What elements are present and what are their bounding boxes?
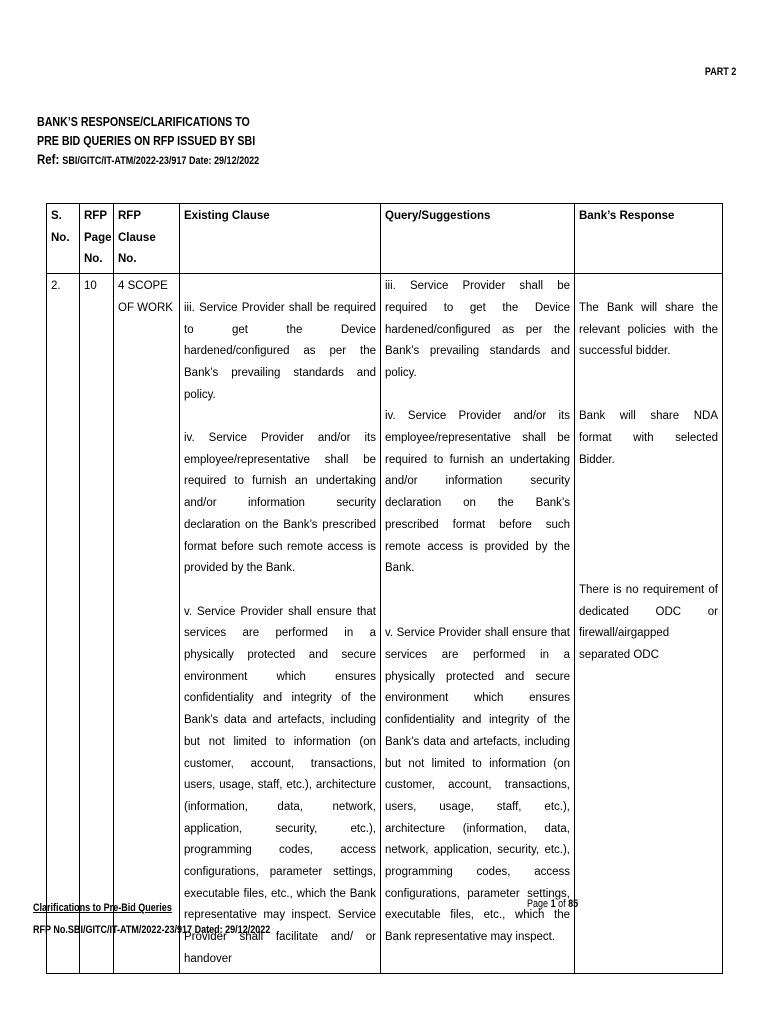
header-clause: RFP Clause No. — [114, 204, 180, 274]
query-item-iv: iv. Service Provider and/or its employee/representative shall be required to furnish an undertaking and/or information security declaration on the Bank’s prescribed format before such remote access is provided by the Bank. — [385, 410, 570, 575]
page-prefix: Page — [527, 898, 549, 910]
header-response: Bank’s Response — [575, 204, 723, 274]
response-item-3: There is no requirement of dedicated ODC or firewall/airgapped separated ODC — [579, 583, 718, 661]
footer-left — [33, 897, 322, 941]
cell-response — [575, 274, 723, 973]
cell-existing-clause — [180, 274, 381, 973]
page-current: 1 — [550, 898, 556, 910]
footer-title: Clarifications to Pre-Bid Queries — [33, 902, 172, 914]
reference-line — [37, 150, 259, 171]
queries-table — [46, 203, 723, 974]
table-row — [47, 274, 723, 973]
header-page: RFP Page No. — [80, 204, 114, 274]
heading-line-2: PRE BID QUERIES ON RFP ISSUED BY SBI — [37, 133, 256, 148]
query-item-v: v. Service Provider shall ensure that services are performed in a physically protected and secure environment which ensures confidentiality and integrity of the Bank’s data and artefacts, including but not limited to information (on customer, account, transactions, users, usage, staff, etc.), architecture (information, data, network, application, security, etc.), programming codes, access configurations, parameter settings, executable files, etc., which the Bank representative may inspect. — [385, 627, 570, 944]
reference-value: SBI/GITC/IT-ATM/2022-23/917 Date: 29/12/2022 — [62, 155, 260, 167]
table-header-row — [47, 204, 723, 274]
cell-clause: 4 SCOPE OF WORK — [114, 274, 180, 973]
heading-line-1: BANK’S RESPONSE/CLARIFICATIONS TO — [37, 114, 250, 129]
header-query: Query/Suggestions — [381, 204, 575, 274]
footer-rfp-line: RFP No.SBI/GITC/IT-ATM/2022-23/917 Dated: 29/12/2022 — [33, 924, 271, 936]
cell-page: 10 — [80, 274, 114, 973]
page-of: of — [558, 898, 566, 910]
page-total: 85 — [568, 898, 579, 910]
reference-label: Ref: — [37, 151, 60, 167]
existing-item-iv: iv. Service Provider and/or its employee/representative shall be required to furnish an undertaking and/or information security declaration on the Bank’s prescribed format before such remote access is provided by the Bank. — [184, 432, 376, 575]
header-existing-clause: Existing Clause — [180, 204, 381, 274]
response-item-2: Bank will share NDA format with selected Bidder. — [579, 410, 718, 466]
page-label: PART 2 — [704, 66, 736, 78]
header-sno: S. No. — [47, 204, 80, 274]
response-item-1: The Bank will share the relevant policies with the successful bidder. — [579, 301, 718, 358]
document-heading — [37, 112, 308, 171]
cell-query — [381, 274, 575, 973]
page-number — [527, 898, 578, 910]
existing-item-v: v. Service Provider shall ensure that services are performed in a physically protected and secure environment which ensures confidentiality and integrity of the Bank’s data and artefacts, including but not limited to information (on customer, account, transactions, users, usage, staff, etc.), architecture (information, data, network, application, security, etc.), programming codes, access configurations, parameter settings, executable files, etc., which the Bank representative may inspect. Service Provider shall facilitate and/ or handover — [184, 605, 376, 965]
query-item-iii: iii. Service Provider shall be required to get the Device hardened/configured as per the Bank’s prevailing standards and policy. — [385, 280, 570, 379]
existing-item-iii: iii. Service Provider shall be required to get the Device hardened/configured as per the Bank’s prevailing standards and policy. — [184, 301, 376, 401]
cell-sno: 2. — [47, 274, 80, 973]
